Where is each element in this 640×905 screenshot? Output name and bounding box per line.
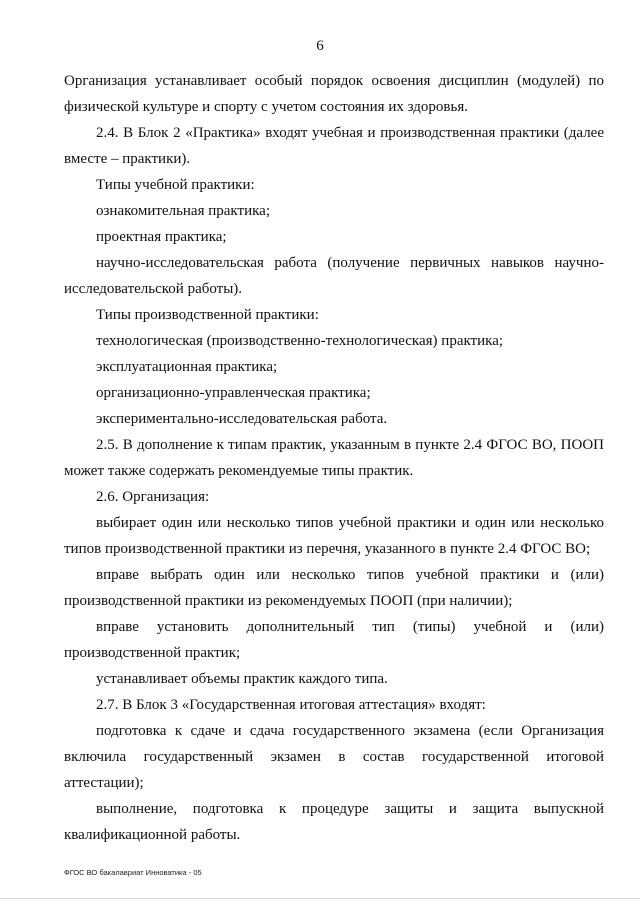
paragraph: устанавливает объемы практик каждого типа.: [96, 671, 388, 687]
paragraph: 2.7. В Блок 3 «Государственная итоговая аттестация» входят:: [96, 697, 486, 713]
paragraph: экспериментально-исследовательская работа.: [96, 411, 388, 427]
paragraph: организационно-управленческая практика;: [96, 385, 371, 401]
paragraph: проектная практика;: [96, 229, 227, 245]
page-number: 6: [316, 38, 324, 54]
paragraph: ознакомительная практика;: [96, 203, 270, 219]
paragraph: Типы учебной практики:: [96, 177, 255, 193]
paragraph: подготовка к сдаче и сдача государственного экзамена (если Организация включила государственный экзамен в состав государственной итоговой аттестации);: [64, 723, 604, 791]
paragraph: выполнение, подготовка к процедуре защиты и защита выпускной квалификационной работы.: [64, 801, 604, 843]
paragraph: вправе выбрать один или несколько типов учебной практики и (или) производственной практики из рекомендуемых ПООП (при наличии);: [64, 567, 604, 609]
scan-edge-divider: [0, 898, 640, 899]
paragraph: 2.4. В Блок 2 «Практика» входят учебная и производственная практики (далее вместе – практики).: [64, 125, 604, 167]
paragraph: Типы производственной практики:: [96, 307, 319, 323]
paragraph: эксплуатационная практика;: [96, 359, 278, 375]
paragraph: Организация устанавливает особый порядок освоения дисциплин (модулей) по физической культуре и спорту с учетом состояния их здоровья.: [64, 73, 604, 115]
paragraph: 2.6. Организация:: [96, 489, 210, 505]
page-footer: ФГОС ВО бакалавриат Инноватика - 05: [64, 868, 202, 877]
paragraph: выбирает один или несколько типов учебной практики и один или несколько типов производственной практики из перечня, указанного в пункте 2.4 ФГОС ВО;: [64, 515, 604, 557]
paragraph: вправе установить дополнительный тип (типы) учебной и (или) производственной практик;: [64, 619, 604, 661]
document-body: [64, 68, 604, 848]
paragraph: технологическая (производственно-технологическая) практика;: [96, 333, 504, 349]
paragraph: научно-исследовательская работа (получение первичных навыков научно-исследовательской работы).: [64, 255, 604, 297]
paragraph: 2.5. В дополнение к типам практик, указанным в пункте 2.4 ФГОС ВО, ПООП может также содержать рекомендуемые типы практик.: [64, 437, 604, 479]
